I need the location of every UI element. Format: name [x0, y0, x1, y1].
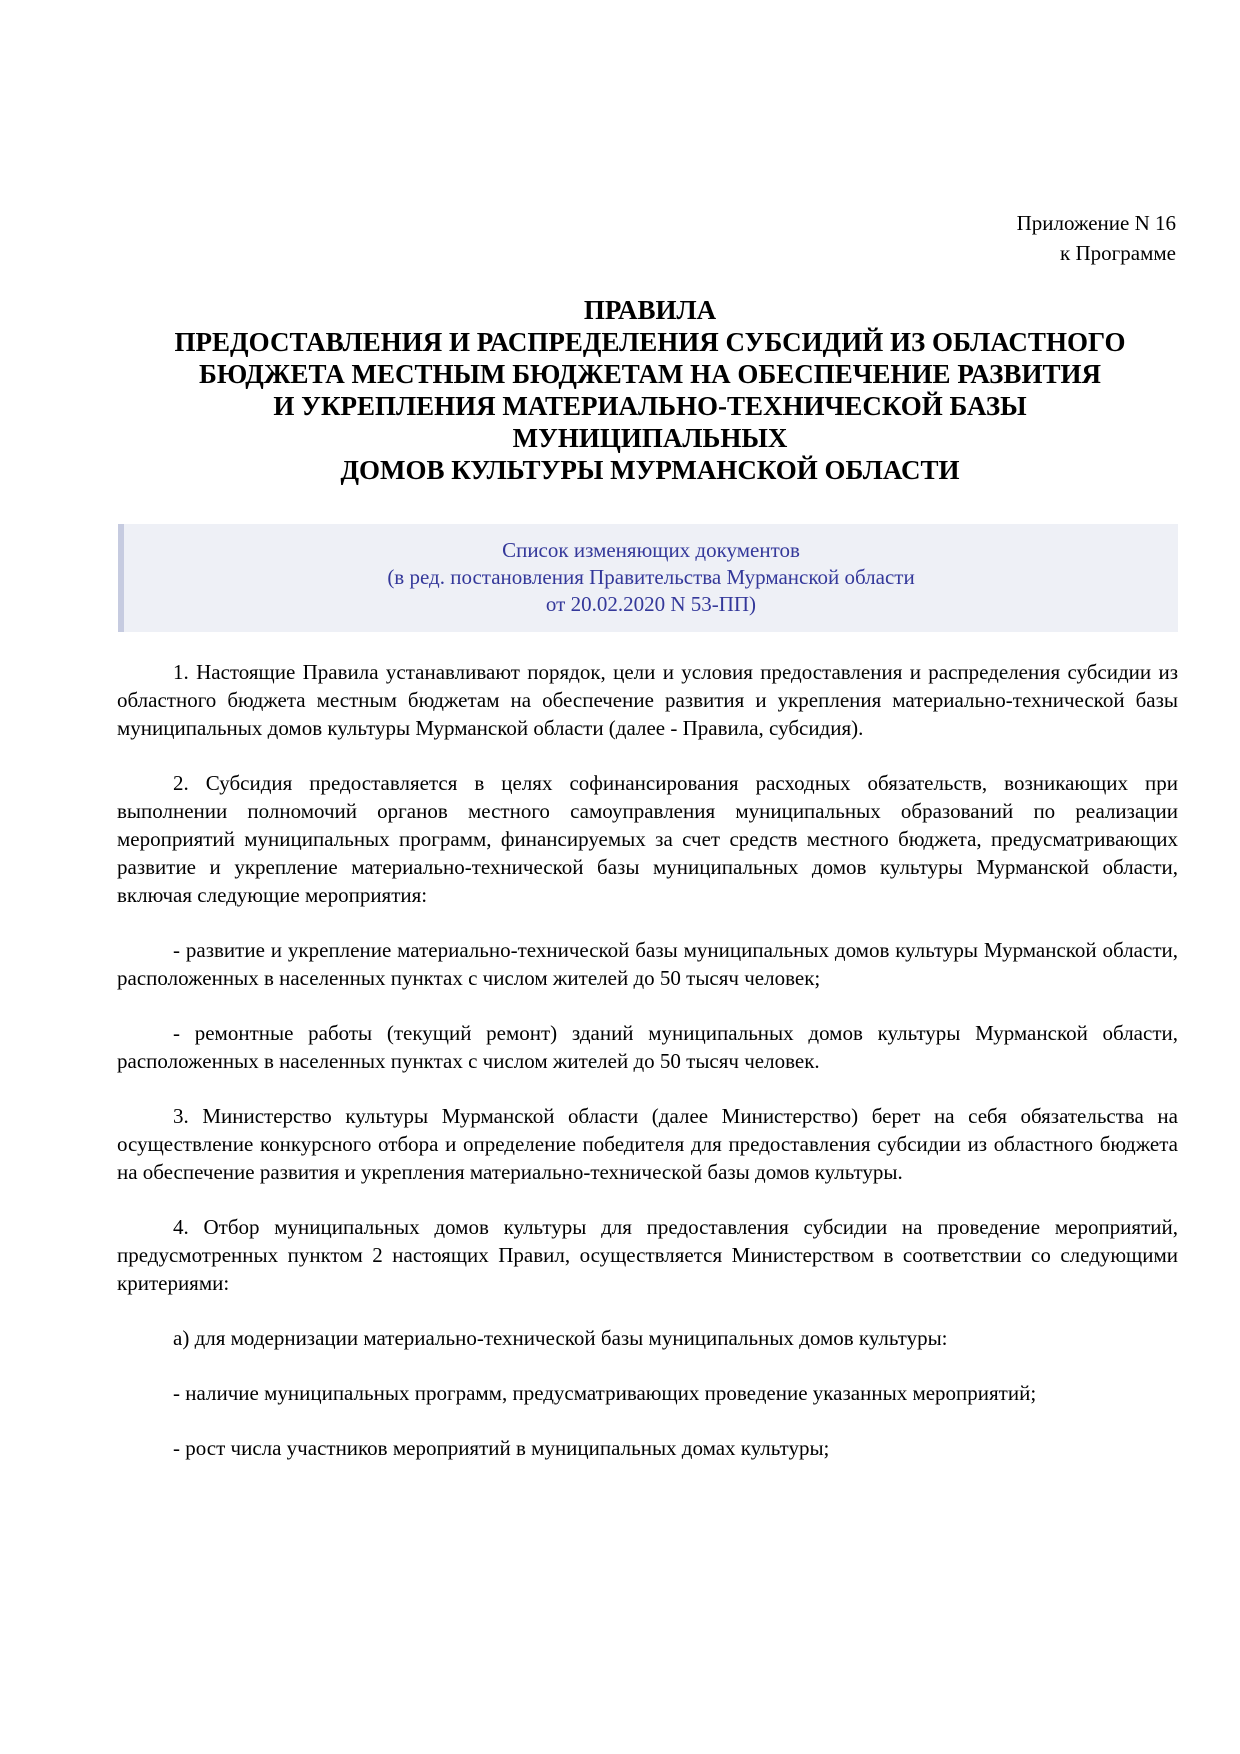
title-line: ДОМОВ КУЛЬТУРЫ МУРМАНСКОЙ ОБЛАСТИ: [340, 455, 960, 485]
criterion-participants: - рост числа участников мероприятий в муниципальных домах культуры;: [173, 1436, 830, 1460]
appendix-number: Приложение N 16: [1016, 211, 1176, 235]
title-line: И УКРЕПЛЕНИЯ МАТЕРИАЛЬНО-ТЕХНИЧЕСКОЙ БАЗЫ: [273, 391, 1027, 421]
list-item-repair: - ремонтные работы (текущий ремонт) зданий муниципальных домов культуры Мурманской области, расположенных в населенных пунктах с числом жителей до 50 тысяч человек.: [117, 1021, 1178, 1073]
criterion-programs: - наличие муниципальных программ, предусматривающих проведение указанных мероприятий;: [173, 1381, 1037, 1405]
paragraph-1: 1. Настоящие Правила устанавливают порядок, цели и условия предоставления и распределения субсидии из областного бюджета местным бюджетам на обеспечение развития и укрепления материально-технической базы муниципальных домов культуры Мурманской области (далее - Правила, субсидия).: [117, 660, 1178, 740]
amending-documents-line: от 20.02.2020 N 53-ПП): [545, 592, 757, 616]
amending-documents-line: (в ред. постановления Правительства Мурманской области: [387, 565, 915, 589]
document-body: [117, 658, 1178, 1489]
title-line: БЮДЖЕТА МЕСТНЫМ БЮДЖЕТАМ НА ОБЕСПЕЧЕНИЕ РАЗВИТИЯ: [199, 359, 1101, 389]
title-line: МУНИЦИПАЛЬНЫХ: [512, 423, 788, 453]
amending-documents-heading: Список изменяющих документов: [502, 538, 800, 562]
list-item-development: - развитие и укрепление материально-технической базы муниципальных домов культуры Мурманской области, расположенных в населенных пунктах с числом жителей до 50 тысяч человек;: [117, 938, 1178, 990]
document-title: [120, 294, 1180, 486]
paragraph-4: 4. Отбор муниципальных домов культуры для предоставления субсидии на проведение мероприятий, предусмотренных пунктом 2 настоящих Правил, осуществляется Министерством в соответствии со следующими критериями:: [117, 1215, 1178, 1295]
amending-documents-box: [118, 524, 1178, 632]
appendix-reference: [1017, 208, 1176, 268]
title-line: ПРАВИЛА: [583, 295, 717, 325]
paragraph-3: 3. Министерство культуры Мурманской области (далее Министерство) берет на себя обязательства на осуществление конкурсного отбора и определение победителя для предоставления субсидии из областного бюджета на обеспечение развития и укрепления материально-технической базы домов культуры.: [117, 1104, 1178, 1184]
paragraph-2: 2. Субсидия предоставляется в целях софинансирования расходных обязательств, возникающих при выполнении полномочий органов местного самоуправления муниципальных образований по реализации мероприятий муниципальных программ, финансируемых за счет средств местного бюджета, предусматривающих развитие и укрепление материально-технической базы муниципальных домов культуры Мурманской области, включая следующие мероприятия:: [117, 771, 1178, 907]
subparagraph-a: а) для модернизации материально-технической базы муниципальных домов культуры:: [173, 1326, 948, 1350]
appendix-program: к Программе: [1060, 241, 1176, 265]
title-line: ПРЕДОСТАВЛЕНИЯ И РАСПРЕДЕЛЕНИЯ СУБСИДИЙ ИЗ ОБЛАСТНОГО: [174, 327, 1126, 357]
